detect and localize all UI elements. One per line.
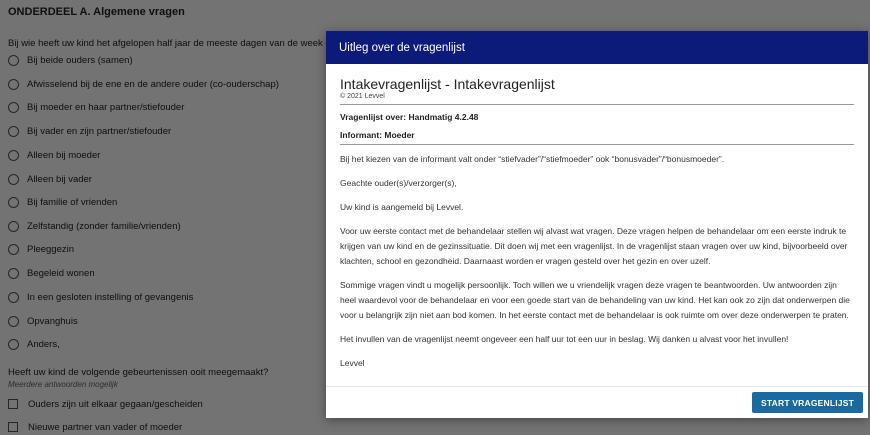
greeting-paragraph: Geachte ouder(s)/verzorger(s), — [340, 178, 457, 188]
questionnaire-title: Intakevragenlijst - Intakevragenlijst — [340, 76, 555, 92]
divider — [340, 144, 854, 145]
duration-paragraph: Het invullen van de vragenlijst neemt ongeveer een half uur tot een uur in beslag. Wij danken u alvast voor het invullen! — [340, 334, 789, 344]
version-info: Vragenlijst over: Handmatig 4.2.48 — [340, 112, 479, 122]
dialog-title: Uitleg over de vragenlijst — [339, 41, 465, 54]
divider — [340, 104, 854, 105]
explanation-dialog — [326, 31, 868, 418]
purpose-paragraph: Voor uw eerste contact met de behandelaar stellen wij alvast wat vragen. Deze vragen helpen de behandelaar om een eerste indruk te krijgen van uw kind en de gezinssituatie. Dit doen wij met een vragenlijst. In de vragenlijst staan vragen over uw kind, bijvoorbeeld over klachten, school en gezondheid. Daarnaast worden er vragen gesteld over het gezin en over uzelf. — [340, 226, 848, 266]
dialog-header — [326, 31, 868, 64]
registration-paragraph: Uw kind is aangemeld bij Levvel. — [340, 202, 464, 212]
intro-paragraph: Bij het kiezen van de informant valt onder “stiefvader”/“stiefmoeder” ook “bonusvader”/“bonusmoeder”. — [340, 154, 725, 164]
start-questionnaire-button[interactable]: START VRAGENLIJST — [752, 392, 863, 413]
dialog-body — [326, 64, 868, 386]
personal-questions-paragraph: Sommige vragen vindt u mogelijk persoonlijk. Toch willen we u vriendelijk vragen deze vragen te beantwoorden. Uw antwoorden zijn heel waardevol voor de behandelaar en voor een goede start van de behandeling van uw kind. Het kan ook zo zijn dat onderwerpen die voor u belangrijk zijn niet aan bod komen. In het eerste contact met de behandelaar is ook ruimte om over deze onderwerpen te praten. — [340, 280, 850, 320]
informant-info: Informant: Moeder — [340, 130, 415, 140]
dialog-footer — [326, 386, 868, 418]
copyright-text: © 2021 Levvel — [340, 93, 385, 100]
signature-paragraph: Levvel — [340, 358, 365, 368]
